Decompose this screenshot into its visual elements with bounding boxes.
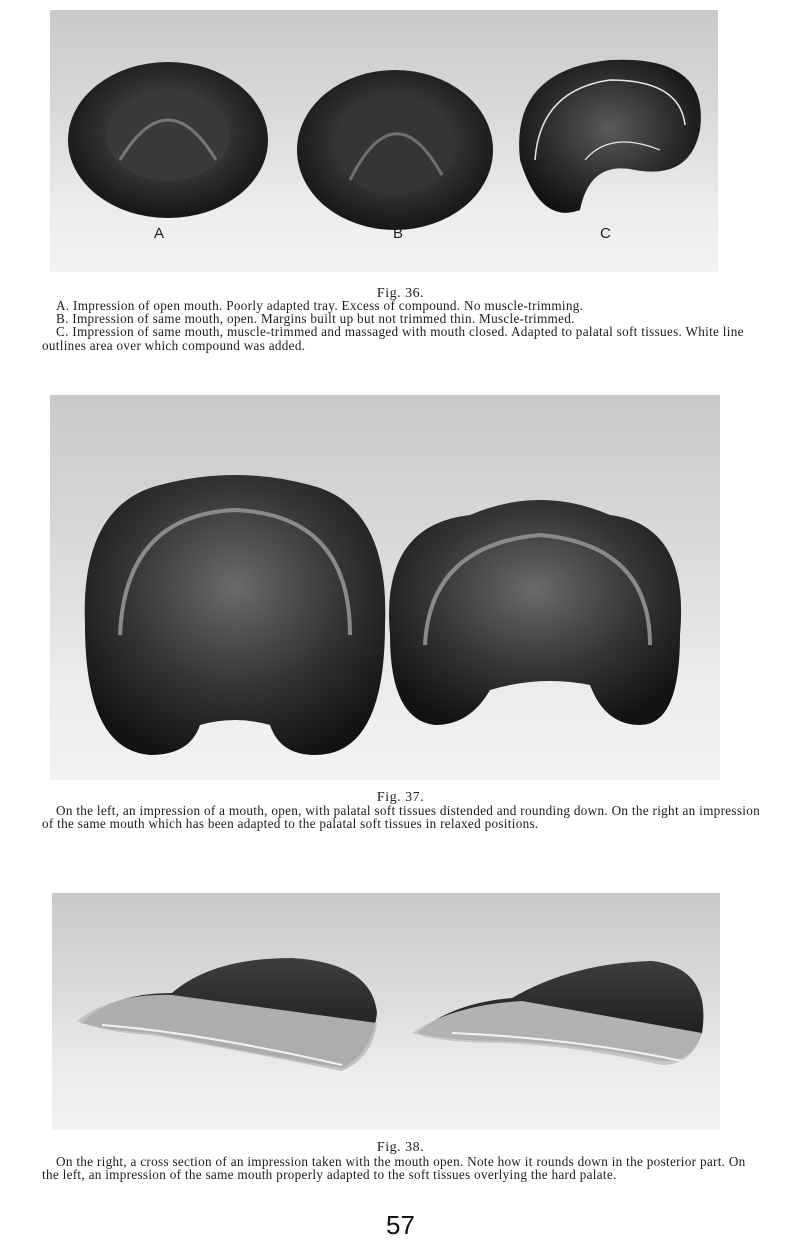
caption-line: On the left, an impression of a mouth, open, with palatal soft tissues distended and rounding down. On the right an impression of the same mouth which has been adapted to the palatal soft tissues in relaxed positions.	[42, 803, 761, 832]
figure-36-photo	[50, 10, 718, 272]
figure-36-title: Fig. 36.	[376, 286, 425, 301]
cross-section-right	[412, 961, 703, 1065]
caption-line: C. Impression of same mouth, muscle-trimmed and massaged with mouth closed. Adapted to palatal soft tissues. White line outlines area over which compound was added.	[42, 324, 744, 353]
figure-37-title: Fig. 37.	[376, 790, 425, 805]
caption-line: A. Impression of open mouth. Poorly adapted tray. Excess of compound. No muscle-trimming.	[56, 298, 584, 313]
impression-left	[85, 475, 386, 755]
impression-c	[519, 60, 701, 213]
figure-38-photo	[52, 893, 720, 1130]
impression-b	[297, 70, 493, 230]
caption-line: On the right, a cross section of an impression taken with the mouth open. Note how it rounds down in the posterior part. On the left, an impression of the same mouth properly adapted to the soft tissues overlying the hard palate.	[42, 1154, 746, 1183]
figure-37-photo	[50, 395, 720, 780]
caption-line: B. Impression of same mouth, open. Margins built up but not trimmed thin. Muscle-trimmed.	[56, 311, 575, 327]
figure-38-title: Fig. 38.	[376, 1140, 425, 1155]
impression-right	[389, 500, 681, 725]
page-number: 57	[386, 1210, 415, 1240]
label-c: C	[600, 225, 611, 242]
label-a: A	[154, 225, 165, 242]
cross-section-left	[77, 958, 377, 1071]
label-b: B	[393, 225, 404, 242]
impression-a	[68, 62, 268, 218]
figure-38-caption	[42, 1155, 764, 1181]
figure-36-caption	[42, 299, 764, 352]
figure-37-caption	[42, 804, 764, 830]
